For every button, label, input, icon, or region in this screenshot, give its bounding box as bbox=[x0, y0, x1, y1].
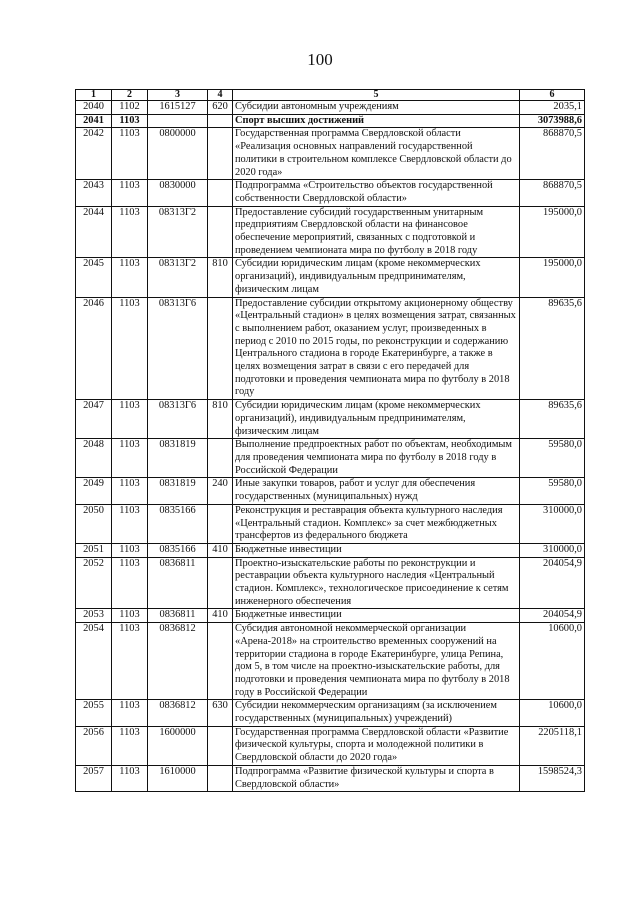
expense-type-cell: 240 bbox=[208, 478, 233, 504]
item-name-cell: Субсидии юридическим лицам (кроме некоммерческих организаций), индивидуальным предпринимателям, физическим лицам bbox=[233, 400, 520, 439]
amount-cell: 89635,6 bbox=[520, 297, 585, 400]
item-name-cell: Проектно-изыскательские работы по реконструкции и реставрации объекта культурного наследия «Центральный стадион. Комплекс», технологическое присоединение к сетям инженерного обеспечения bbox=[233, 557, 520, 609]
expense-type-cell bbox=[208, 297, 233, 400]
expense-type-cell bbox=[208, 206, 233, 258]
amount-cell: 59580,0 bbox=[520, 478, 585, 504]
item-name-cell: Субсидия автономной некоммерческой организации «Арена-2018» на строительство временных сооружений на территории стадиона в городе Екатеринбурге, улица Репина, дом 5, в том числе на проектно-изыскательские работы, для подготовки и проведения чемпионата мира по футболу в 2018 году в Российской Федерации bbox=[233, 623, 520, 700]
row-number-cell: 2051 bbox=[76, 543, 112, 557]
table-row bbox=[76, 478, 585, 504]
table-row bbox=[76, 101, 585, 115]
table-row bbox=[76, 400, 585, 439]
expense-type-cell bbox=[208, 765, 233, 791]
row-number-cell: 2056 bbox=[76, 726, 112, 765]
table-row bbox=[76, 623, 585, 700]
amount-cell: 2205118,1 bbox=[520, 726, 585, 765]
amount-cell: 10600,0 bbox=[520, 623, 585, 700]
row-number-cell: 2042 bbox=[76, 128, 112, 180]
row-number-cell: 2050 bbox=[76, 504, 112, 543]
section-code-cell: 1103 bbox=[112, 623, 148, 700]
expense-type-cell bbox=[208, 128, 233, 180]
item-name-cell: Подпрограмма «Строительство объектов государственной собственности Свердловской области» bbox=[233, 180, 520, 206]
table-row bbox=[76, 180, 585, 206]
target-article-cell: 0836812 bbox=[148, 700, 208, 726]
row-number-cell: 2054 bbox=[76, 623, 112, 700]
row-number-cell: 2044 bbox=[76, 206, 112, 258]
target-article-cell: 08313Г2 bbox=[148, 258, 208, 297]
item-name-cell: Бюджетные инвестиции bbox=[233, 609, 520, 623]
row-number-cell: 2041 bbox=[76, 114, 112, 128]
section-code-cell: 1102 bbox=[112, 101, 148, 115]
target-article-cell: 1610000 bbox=[148, 765, 208, 791]
section-code-cell: 1103 bbox=[112, 557, 148, 609]
item-name-cell: Предоставление субсидии открытому акционерному обществу «Центральный стадион» в целях возмещения затрат, связанных с выполнением работ, оказанием услуг, произведенных в период с 2010 по 2015 годы, по реконструкции и содержанию Центрального стадиона в городе Екатеринбурге, а также в целях возмещения затрат в связи с его передачей для подготовки и проведения чемпионата мира по футболу в 2018 году bbox=[233, 297, 520, 400]
item-name-cell: Бюджетные инвестиции bbox=[233, 543, 520, 557]
section-code-cell: 1103 bbox=[112, 400, 148, 439]
table-row bbox=[76, 439, 585, 478]
row-number-cell: 2045 bbox=[76, 258, 112, 297]
target-article-cell: 0835166 bbox=[148, 543, 208, 557]
amount-cell: 195000,0 bbox=[520, 206, 585, 258]
item-name-cell: Предоставление субсидий государственным унитарным предприятиям Свердловской области на финансовое обеспечение мероприятий, связанных с подготовкой и проведением чемпионата мира по футболу в 2018 году bbox=[233, 206, 520, 258]
item-name-cell: Выполнение предпроектных работ по объектам, необходимым для проведения чемпионата мира по футболу в 2018 году в Российской Федерации bbox=[233, 439, 520, 478]
column-header: 4 bbox=[208, 90, 233, 101]
item-name-cell: Реконструкция и реставрация объекта культурного наследия «Центральный стадион. Комплекс» за счет межбюджетных трансфертов из федерального бюджета bbox=[233, 504, 520, 543]
target-article-cell: 0836811 bbox=[148, 557, 208, 609]
expense-type-cell: 410 bbox=[208, 543, 233, 557]
expense-type-cell: 810 bbox=[208, 258, 233, 297]
section-code-cell: 1103 bbox=[112, 726, 148, 765]
expense-type-cell bbox=[208, 504, 233, 543]
section-code-cell: 1103 bbox=[112, 700, 148, 726]
table-row bbox=[76, 700, 585, 726]
section-code-cell: 1103 bbox=[112, 297, 148, 400]
amount-cell: 310000,0 bbox=[520, 543, 585, 557]
target-article-cell: 0830000 bbox=[148, 180, 208, 206]
amount-cell: 1598524,3 bbox=[520, 765, 585, 791]
target-article-cell: 1600000 bbox=[148, 726, 208, 765]
section-code-cell: 1103 bbox=[112, 543, 148, 557]
section-code-cell: 1103 bbox=[112, 114, 148, 128]
column-header: 1 bbox=[76, 90, 112, 101]
item-name-cell: Подпрограмма «Развитие физической культуры и спорта в Свердловской области» bbox=[233, 765, 520, 791]
target-article-cell bbox=[148, 114, 208, 128]
table-row bbox=[76, 297, 585, 400]
table-row bbox=[76, 504, 585, 543]
amount-cell: 89635,6 bbox=[520, 400, 585, 439]
amount-cell: 310000,0 bbox=[520, 504, 585, 543]
row-number-cell: 2048 bbox=[76, 439, 112, 478]
amount-cell: 2035,1 bbox=[520, 101, 585, 115]
table-row bbox=[76, 726, 585, 765]
expense-type-cell: 410 bbox=[208, 609, 233, 623]
table-row bbox=[76, 258, 585, 297]
section-code-cell: 1103 bbox=[112, 765, 148, 791]
amount-cell: 59580,0 bbox=[520, 439, 585, 478]
amount-cell: 868870,5 bbox=[520, 180, 585, 206]
amount-cell: 10600,0 bbox=[520, 700, 585, 726]
row-number-cell: 2043 bbox=[76, 180, 112, 206]
table-row bbox=[76, 557, 585, 609]
expense-type-cell bbox=[208, 726, 233, 765]
item-name-cell: Субсидии некоммерческим организациям (за исключением государственных (муниципальных) учреждений) bbox=[233, 700, 520, 726]
row-number-cell: 2049 bbox=[76, 478, 112, 504]
page-number: 100 bbox=[307, 50, 333, 69]
amount-cell: 195000,0 bbox=[520, 258, 585, 297]
expense-type-cell: 630 bbox=[208, 700, 233, 726]
item-name-cell: Субсидии юридическим лицам (кроме некоммерческих организаций), индивидуальным предпринимателям, физическим лицам bbox=[233, 258, 520, 297]
row-number-cell: 2057 bbox=[76, 765, 112, 791]
target-article-cell: 0831819 bbox=[148, 478, 208, 504]
table-row bbox=[76, 609, 585, 623]
expense-type-cell bbox=[208, 114, 233, 128]
item-name-cell: Государственная программа Свердловской области «Реализация основных направлений государственной политики в строительном комплексе Свердловской области до 2020 года» bbox=[233, 128, 520, 180]
expense-type-cell: 810 bbox=[208, 400, 233, 439]
target-article-cell: 0835166 bbox=[148, 504, 208, 543]
table-row bbox=[76, 543, 585, 557]
amount-cell: 3073988,6 bbox=[520, 114, 585, 128]
target-article-cell: 0836811 bbox=[148, 609, 208, 623]
item-name-cell: Субсидии автономным учреждениям bbox=[233, 101, 520, 115]
row-number-cell: 2046 bbox=[76, 297, 112, 400]
expense-type-cell bbox=[208, 439, 233, 478]
amount-cell: 868870,5 bbox=[520, 128, 585, 180]
column-header: 5 bbox=[233, 90, 520, 101]
target-article-cell: 08313Г2 bbox=[148, 206, 208, 258]
amount-cell: 204054,9 bbox=[520, 609, 585, 623]
row-number-cell: 2052 bbox=[76, 557, 112, 609]
target-article-cell: 0831819 bbox=[148, 439, 208, 478]
table-row bbox=[76, 765, 585, 791]
table-row bbox=[76, 206, 585, 258]
section-code-cell: 1103 bbox=[112, 439, 148, 478]
section-code-cell: 1103 bbox=[112, 609, 148, 623]
target-article-cell: 1615127 bbox=[148, 101, 208, 115]
section-code-cell: 1103 bbox=[112, 180, 148, 206]
expense-type-cell bbox=[208, 557, 233, 609]
section-code-cell: 1103 bbox=[112, 258, 148, 297]
table-header-row bbox=[76, 90, 585, 101]
item-name-cell: Государственная программа Свердловской области «Развитие физической культуры, спорта и молодежной политики в Свердловской области до 2020 года» bbox=[233, 726, 520, 765]
section-code-cell: 1103 bbox=[112, 504, 148, 543]
expense-type-cell: 620 bbox=[208, 101, 233, 115]
target-article-cell: 0836812 bbox=[148, 623, 208, 700]
section-code-cell: 1103 bbox=[112, 478, 148, 504]
column-header: 3 bbox=[148, 90, 208, 101]
budget-table bbox=[75, 89, 585, 792]
section-code-cell: 1103 bbox=[112, 206, 148, 258]
column-header: 2 bbox=[112, 90, 148, 101]
row-number-cell: 2040 bbox=[76, 101, 112, 115]
row-number-cell: 2053 bbox=[76, 609, 112, 623]
amount-cell: 204054,9 bbox=[520, 557, 585, 609]
target-article-cell: 08313Г6 bbox=[148, 400, 208, 439]
expense-type-cell bbox=[208, 180, 233, 206]
section-code-cell: 1103 bbox=[112, 128, 148, 180]
target-article-cell: 08313Г6 bbox=[148, 297, 208, 400]
target-article-cell: 0800000 bbox=[148, 128, 208, 180]
table-row bbox=[76, 114, 585, 128]
item-name-cell: Иные закупки товаров, работ и услуг для обеспечения государственных (муниципальных) нужд bbox=[233, 478, 520, 504]
expense-type-cell bbox=[208, 623, 233, 700]
row-number-cell: 2047 bbox=[76, 400, 112, 439]
row-number-cell: 2055 bbox=[76, 700, 112, 726]
item-name-cell: Спорт высших достижений bbox=[233, 114, 520, 128]
table-row bbox=[76, 128, 585, 180]
column-header: 6 bbox=[520, 90, 585, 101]
